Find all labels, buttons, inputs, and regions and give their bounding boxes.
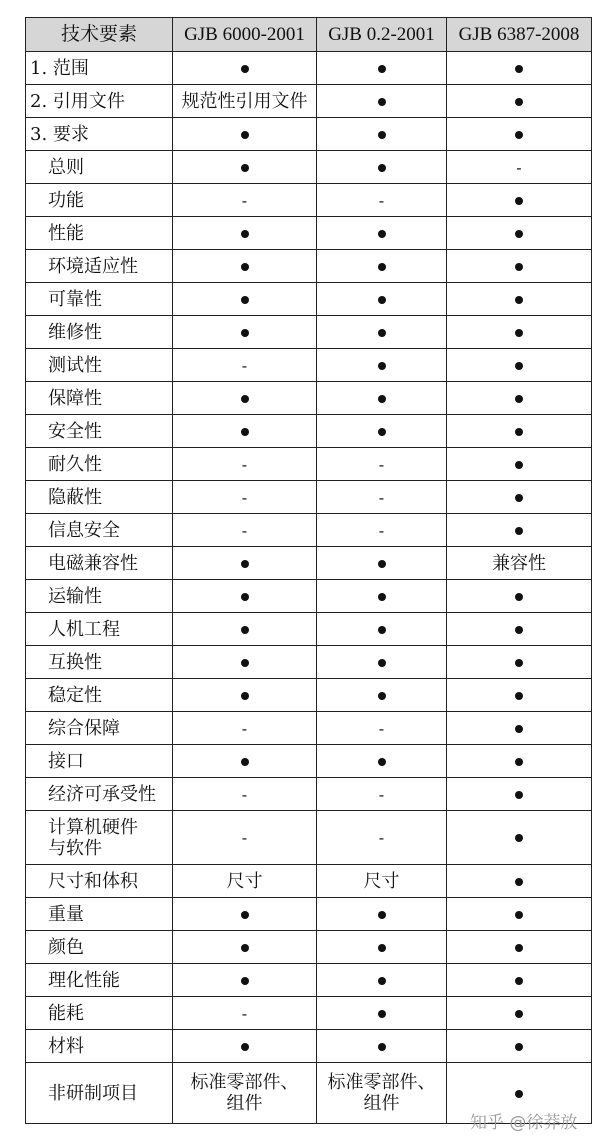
dash-text: - [378, 454, 385, 474]
table-body [26, 52, 592, 1124]
bullet-cell [317, 151, 447, 184]
bullet-dot [378, 1043, 386, 1051]
row-label: 颜色 [26, 931, 173, 964]
row-label: 非研制项目 [26, 1063, 173, 1124]
row-label: 稳定性 [26, 679, 173, 712]
dash-cell [317, 712, 447, 745]
bullet-dot [515, 593, 523, 601]
row-label: 综合保障 [26, 712, 173, 745]
row-label: 总则 [26, 151, 173, 184]
bullet-cell [173, 679, 317, 712]
bullet-cell [447, 415, 592, 448]
bullet-cell [447, 118, 592, 151]
row-label: 安全性 [26, 415, 173, 448]
bullet-dot [515, 977, 523, 985]
bullet-dot [515, 725, 523, 733]
row-label: 3. 要求 [26, 118, 173, 151]
bullet-cell [447, 1030, 592, 1063]
bullet-dot [241, 626, 249, 634]
bullet-cell [447, 52, 592, 85]
dash-text: - [241, 718, 248, 738]
bullet-cell [447, 997, 592, 1030]
bullet-cell [447, 448, 592, 481]
bullet-dot [515, 911, 523, 919]
row-label: 尺寸和体积 [26, 865, 173, 898]
dash-text: - [378, 828, 385, 847]
bullet-dot [515, 65, 523, 73]
bullet-dot [515, 197, 523, 205]
bullet-dot [378, 758, 386, 766]
bullet-cell [447, 931, 592, 964]
bullet-cell [317, 931, 447, 964]
bullet-dot [378, 296, 386, 304]
bullet-dot [378, 659, 386, 667]
bullet-cell [173, 931, 317, 964]
table-row [26, 448, 592, 481]
bullet-cell [447, 283, 592, 316]
bullet-cell [317, 745, 447, 778]
table-row [26, 85, 592, 118]
header-cell: 技术要素 [26, 18, 173, 52]
bullet-dot [515, 878, 523, 886]
bullet-dot [515, 527, 523, 535]
bullet-cell [447, 382, 592, 415]
bullet-cell [447, 217, 592, 250]
bullet-dot [241, 296, 249, 304]
table-row [26, 964, 592, 997]
table-row [26, 865, 592, 898]
bullet-dot [378, 65, 386, 73]
bullet-cell [447, 85, 592, 118]
table-row [26, 712, 592, 745]
bullet-dot [241, 131, 249, 139]
bullet-dot [241, 911, 249, 919]
header-cell: GJB 6000-2001 [173, 18, 317, 52]
bullet-cell [173, 580, 317, 613]
bullet-cell [317, 613, 447, 646]
row-label: 接口 [26, 745, 173, 778]
bullet-cell [317, 283, 447, 316]
dash-text: - [378, 487, 385, 507]
dash-cell [173, 481, 317, 514]
dash-cell [173, 349, 317, 382]
bullet-cell [447, 865, 592, 898]
bullet-cell [447, 964, 592, 997]
table-row [26, 415, 592, 448]
dash-cell [173, 712, 317, 745]
bullet-dot [241, 692, 249, 700]
bullet-dot [515, 494, 523, 502]
dash-cell [173, 448, 317, 481]
dash-cell [173, 514, 317, 547]
row-label: 互换性 [26, 646, 173, 679]
bullet-cell [173, 964, 317, 997]
dash-text: - [516, 157, 522, 177]
bullet-cell [173, 415, 317, 448]
row-label: 理化性能 [26, 964, 173, 997]
bullet-cell [317, 349, 447, 382]
bullet-dot [241, 230, 249, 238]
bullet-cell [447, 898, 592, 931]
bullet-dot [241, 1043, 249, 1051]
bullet-cell [317, 217, 447, 250]
bullet-dot [378, 164, 386, 172]
bullet-cell [447, 646, 592, 679]
bullet-cell [317, 646, 447, 679]
table-row [26, 250, 592, 283]
table-row [26, 316, 592, 349]
bullet-dot [241, 65, 249, 73]
bullet-cell [173, 613, 317, 646]
bullet-dot [515, 626, 523, 634]
bullet-cell [317, 898, 447, 931]
row-label: 功能 [26, 184, 173, 217]
bullet-dot [378, 911, 386, 919]
dash-cell [173, 778, 317, 811]
bullet-cell [173, 646, 317, 679]
table-row [26, 778, 592, 811]
bullet-dot [378, 560, 386, 568]
dash-text: - [241, 784, 248, 804]
row-label: 2. 引用文件 [26, 85, 173, 118]
dash-cell [447, 151, 592, 184]
text-cell: 标准零部件、 组件 [317, 1063, 447, 1124]
bullet-dot [515, 131, 523, 139]
dash-text: - [241, 1003, 248, 1023]
bullet-dot [241, 977, 249, 985]
table-row [26, 514, 592, 547]
bullet-cell [447, 679, 592, 712]
bullet-cell [173, 898, 317, 931]
bullet-dot [378, 131, 386, 139]
bullet-cell [447, 613, 592, 646]
bullet-cell [447, 349, 592, 382]
bullet-cell [173, 52, 317, 85]
row-label: 1. 范围 [26, 52, 173, 85]
text-cell: 尺寸 [173, 865, 317, 898]
bullet-cell [317, 250, 447, 283]
bullet-cell [173, 217, 317, 250]
row-label: 可靠性 [26, 283, 173, 316]
row-label: 材料 [26, 1030, 173, 1063]
bullet-dot [378, 329, 386, 337]
bullet-dot [241, 659, 249, 667]
bullet-cell [173, 1030, 317, 1063]
dash-cell [317, 184, 447, 217]
bullet-cell [317, 679, 447, 712]
bullet-cell [317, 52, 447, 85]
bullet-cell [317, 415, 447, 448]
bullet-dot [515, 1010, 523, 1018]
bullet-cell [447, 250, 592, 283]
dash-text: - [241, 828, 248, 847]
table-row [26, 931, 592, 964]
bullet-cell [317, 118, 447, 151]
table-row [26, 283, 592, 316]
table-row [26, 811, 592, 865]
table-row [26, 547, 592, 580]
bullet-dot [241, 944, 249, 952]
watermark: 知乎 @徐莽放 [470, 1113, 578, 1133]
bullet-cell [447, 184, 592, 217]
bullet-cell [447, 745, 592, 778]
table-row [26, 745, 592, 778]
dash-cell [317, 811, 447, 865]
bullet-cell [317, 85, 447, 118]
dash-text: - [241, 520, 248, 540]
text-cell: 标准零部件、 组件 [173, 1063, 317, 1124]
dash-text: - [378, 520, 385, 540]
bullet-dot [378, 593, 386, 601]
requirements-comparison-table [25, 17, 592, 1124]
dash-text: - [241, 355, 248, 375]
dash-text: - [241, 487, 248, 507]
bullet-cell [317, 997, 447, 1030]
bullet-dot [515, 395, 523, 403]
bullet-cell [317, 316, 447, 349]
dash-cell [317, 481, 447, 514]
row-label: 电磁兼容性 [26, 547, 173, 580]
bullet-cell [447, 778, 592, 811]
bullet-dot [515, 98, 523, 106]
bullet-dot [378, 977, 386, 985]
bullet-dot [515, 1043, 523, 1051]
bullet-dot [378, 263, 386, 271]
bullet-dot [378, 362, 386, 370]
bullet-cell [447, 580, 592, 613]
table-row [26, 613, 592, 646]
table-row [26, 646, 592, 679]
row-label: 性能 [26, 217, 173, 250]
bullet-dot [515, 692, 523, 700]
bullet-dot [241, 428, 249, 436]
row-label: 环境适应性 [26, 250, 173, 283]
bullet-cell [447, 316, 592, 349]
bullet-cell [447, 811, 592, 865]
bullet-dot [378, 626, 386, 634]
text-cell: 尺寸 [317, 865, 447, 898]
bullet-dot [241, 395, 249, 403]
row-label: 隐蔽性 [26, 481, 173, 514]
bullet-cell [447, 481, 592, 514]
table-row [26, 52, 592, 85]
bullet-dot [378, 395, 386, 403]
bullet-dot [515, 659, 523, 667]
dash-cell [173, 811, 317, 865]
header-cell: GJB 6387-2008 [447, 18, 592, 52]
text-cell: 规范性引用文件 [173, 85, 317, 118]
row-label: 人机工程 [26, 613, 173, 646]
dash-cell [317, 514, 447, 547]
bullet-cell [317, 580, 447, 613]
bullet-cell [173, 118, 317, 151]
dash-text: - [241, 454, 248, 474]
table-row [26, 118, 592, 151]
bullet-cell [173, 250, 317, 283]
bullet-dot [515, 461, 523, 469]
dash-cell [173, 997, 317, 1030]
row-label: 经济可承受性 [26, 778, 173, 811]
bullet-dot [378, 944, 386, 952]
dash-text: - [378, 718, 385, 738]
table-row [26, 679, 592, 712]
bullet-cell [317, 1030, 447, 1063]
bullet-dot [241, 758, 249, 766]
bullet-cell [173, 151, 317, 184]
bullet-dot [515, 263, 523, 271]
bullet-dot [515, 428, 523, 436]
row-label: 测试性 [26, 349, 173, 382]
bullet-dot [515, 944, 523, 952]
dash-cell [317, 778, 447, 811]
bullet-dot [515, 791, 523, 799]
bullet-dot [241, 329, 249, 337]
table-row [26, 382, 592, 415]
bullet-dot [378, 428, 386, 436]
table-row [26, 1030, 592, 1063]
dash-text: - [378, 190, 385, 210]
row-label: 维修性 [26, 316, 173, 349]
table-row [26, 580, 592, 613]
bullet-dot [515, 296, 523, 304]
bullet-dot [515, 329, 523, 337]
table-row [26, 217, 592, 250]
table-row [26, 349, 592, 382]
bullet-cell [317, 547, 447, 580]
dash-cell [173, 184, 317, 217]
bullet-dot [378, 230, 386, 238]
header-cell: GJB 0.2-2001 [317, 18, 447, 52]
bullet-dot [241, 263, 249, 271]
bullet-cell [173, 745, 317, 778]
dash-text: - [241, 190, 248, 210]
bullet-cell [447, 514, 592, 547]
header-row [26, 18, 592, 52]
row-label: 信息安全 [26, 514, 173, 547]
row-label: 耐久性 [26, 448, 173, 481]
table-row [26, 997, 592, 1030]
bullet-cell [173, 382, 317, 415]
bullet-dot [241, 593, 249, 601]
bullet-dot [515, 230, 523, 238]
row-label: 运输性 [26, 580, 173, 613]
bullet-dot [515, 1090, 523, 1098]
bullet-dot [515, 758, 523, 766]
row-label: 保障性 [26, 382, 173, 415]
row-label: 计算机硬件 与软件 [26, 811, 173, 865]
bullet-cell [173, 547, 317, 580]
dash-cell [317, 448, 447, 481]
bullet-dot [378, 692, 386, 700]
bullet-cell [173, 316, 317, 349]
bullet-cell [173, 283, 317, 316]
bullet-cell [317, 382, 447, 415]
bullet-dot [241, 164, 249, 172]
bullet-dot [378, 98, 386, 106]
bullet-cell [447, 712, 592, 745]
table-row [26, 898, 592, 931]
bullet-dot [378, 1010, 386, 1018]
text-cell: 兼容性 [447, 547, 592, 580]
table-row [26, 184, 592, 217]
bullet-dot [515, 834, 523, 842]
bullet-cell [317, 964, 447, 997]
bullet-dot [515, 362, 523, 370]
row-label: 重量 [26, 898, 173, 931]
row-label: 能耗 [26, 997, 173, 1030]
table-row [26, 481, 592, 514]
table-row [26, 151, 592, 184]
bullet-dot [241, 560, 249, 568]
dash-text: - [378, 784, 385, 804]
